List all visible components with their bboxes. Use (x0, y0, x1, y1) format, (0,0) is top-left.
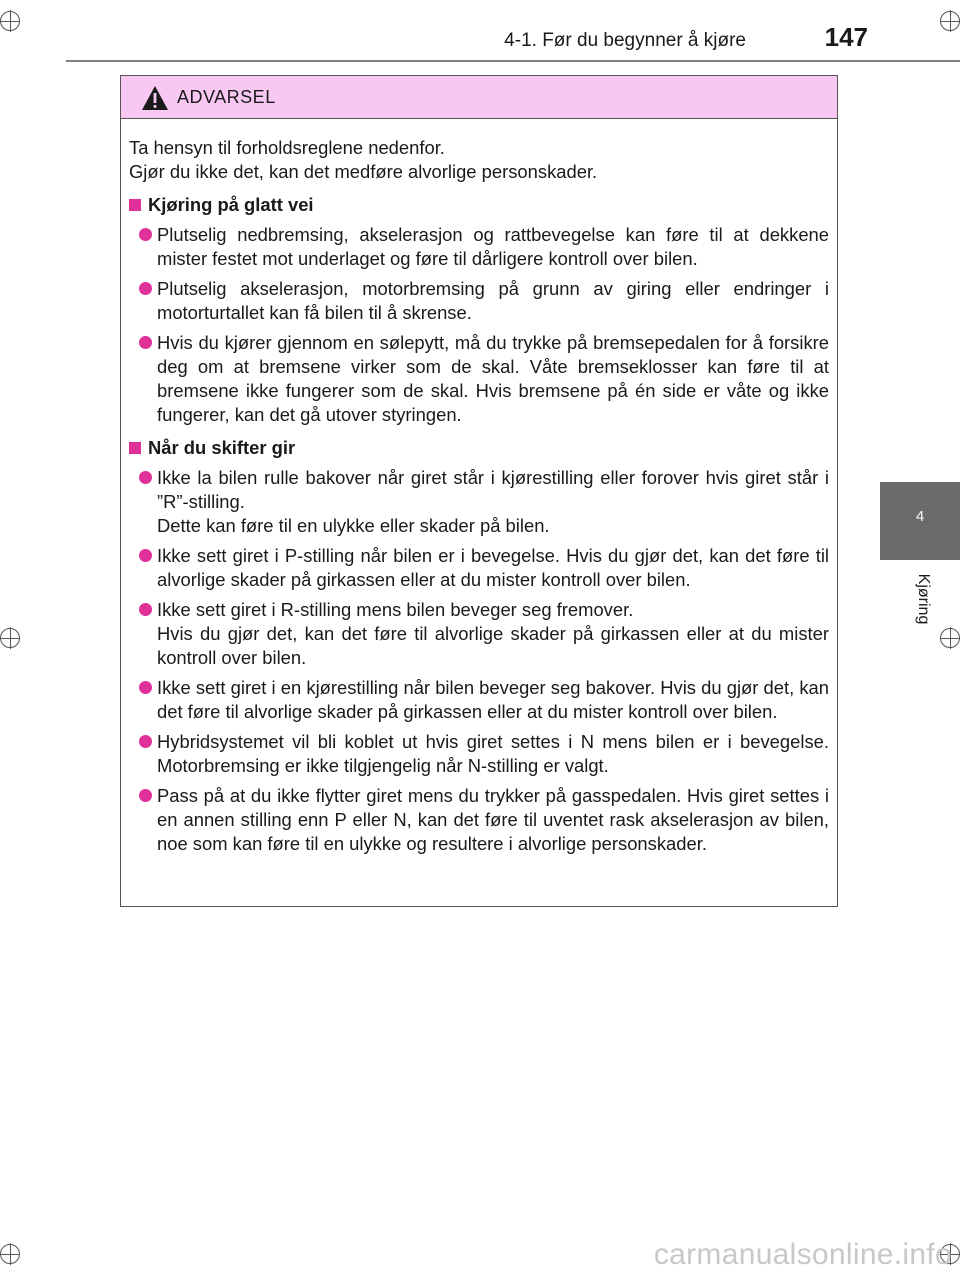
item-text: Ikke sett giret i P-stilling når bilen er i bevegelse. Hvis du gjør det, kan det føre til alvorlige skader på girkassen eller at du mister kontroll over bilen. (157, 545, 829, 590)
warning-header (121, 76, 837, 119)
item-text: Hvis du gjør det, kan det føre til alvorlige skader på girkassen eller at du mister kontroll over bilen. (157, 623, 829, 668)
item-text: Ikke sett giret i R-stilling mens bilen beveger seg fremover. (157, 599, 634, 620)
section-slippery-road (129, 193, 829, 427)
circle-bullet-icon (139, 735, 152, 748)
circle-bullet-icon (139, 603, 152, 616)
square-bullet-icon (129, 442, 141, 454)
list-item (129, 730, 829, 778)
warning-intro (129, 136, 829, 184)
circle-bullet-icon (139, 336, 152, 349)
section-shifting-gears (129, 436, 829, 856)
square-bullet-icon (129, 199, 141, 211)
circle-bullet-icon (139, 471, 152, 484)
list-item (129, 544, 829, 592)
item-text: Hvis du kjører gjennom en sølepytt, må du trykke på bremsepedalen for å forsikre deg om at bremsene virker som de skal. Våte bremseklosser kan føre til at bremsene ikke fungerer som de skal. Hvis bremsene på én side er våte og ikke fungerer, kan det gå utover styringen. (157, 332, 829, 425)
item-text: Ikke sett giret i en kjørestilling når bilen beveger seg bakover. Hvis du gjør det, kan det føre til alvorlige skader på girkassen eller at du mister kontroll over bilen. (157, 677, 829, 722)
list-item (129, 277, 829, 325)
header-divider (66, 60, 960, 62)
item-text: Plutselig akselerasjon, motorbremsing på grunn av giring eller endringer i motorturtallet kan få bilen til å skrense. (157, 278, 829, 323)
page-number: 147 (824, 22, 868, 52)
chapter-number: 4 (915, 508, 925, 525)
page-header (0, 0, 960, 62)
item-text: Dette kan føre til en ulykke eller skader på bilen. (157, 515, 550, 536)
list-item (129, 466, 829, 538)
item-text: Ikke la bilen rulle bakover når giret står i kjørestilling eller forover hvis giret står i ”R”-stilling. (157, 467, 829, 512)
item-text: Pass på at du ikke flytter giret mens du trykker på gasspedalen. Hvis giret settes i en annen stilling enn P eller N, kan det føre til uventet rask akselerasjon av bilen, noe som kan føre til en ulykke og resultere i alvorlige personskader. (157, 785, 829, 854)
circle-bullet-icon (139, 549, 152, 562)
circle-bullet-icon (139, 228, 152, 241)
list-item (129, 598, 829, 670)
circle-bullet-icon (139, 789, 152, 802)
chapter-title-text: Kjøring (915, 573, 932, 625)
warning-box (120, 75, 838, 907)
section-heading (129, 193, 829, 217)
list-item (129, 784, 829, 856)
chapter-tab (880, 482, 960, 560)
item-text: Plutselig nedbremsing, akselerasjon og rattbevegelse kan føre til at dekkene mister festet mot underlaget og føre til dårligere kontroll over bilen. (157, 224, 829, 269)
circle-bullet-icon (139, 681, 152, 694)
item-text: Hybridsystemet vil bli koblet ut hvis giret settes i N mens bilen er i bevegelse. Motorbremsing er ikke tilgjengelig når N-stilling er valgt. (157, 731, 829, 776)
section-title: 4-1. Før du begynner å kjøre (504, 30, 746, 51)
section-title-text: Når du skifter gir (148, 437, 296, 458)
warning-body (121, 119, 837, 856)
list-item (129, 676, 829, 724)
intro-line: Gjør du ikke det, kan det medføre alvorlige personskader. (129, 161, 598, 182)
list-item (129, 223, 829, 271)
section-title-text: Kjøring på glatt vei (148, 194, 314, 215)
warning-triangle-icon (141, 85, 169, 111)
intro-line: Ta hensyn til forholdsreglene nedenfor. (129, 137, 445, 158)
section-heading (129, 436, 829, 460)
circle-bullet-icon (139, 282, 152, 295)
watermark: carmanualsonline.info (653, 1238, 952, 1271)
warning-title: ADVARSEL (177, 87, 276, 107)
chapter-title (908, 572, 932, 632)
list-item (129, 331, 829, 427)
